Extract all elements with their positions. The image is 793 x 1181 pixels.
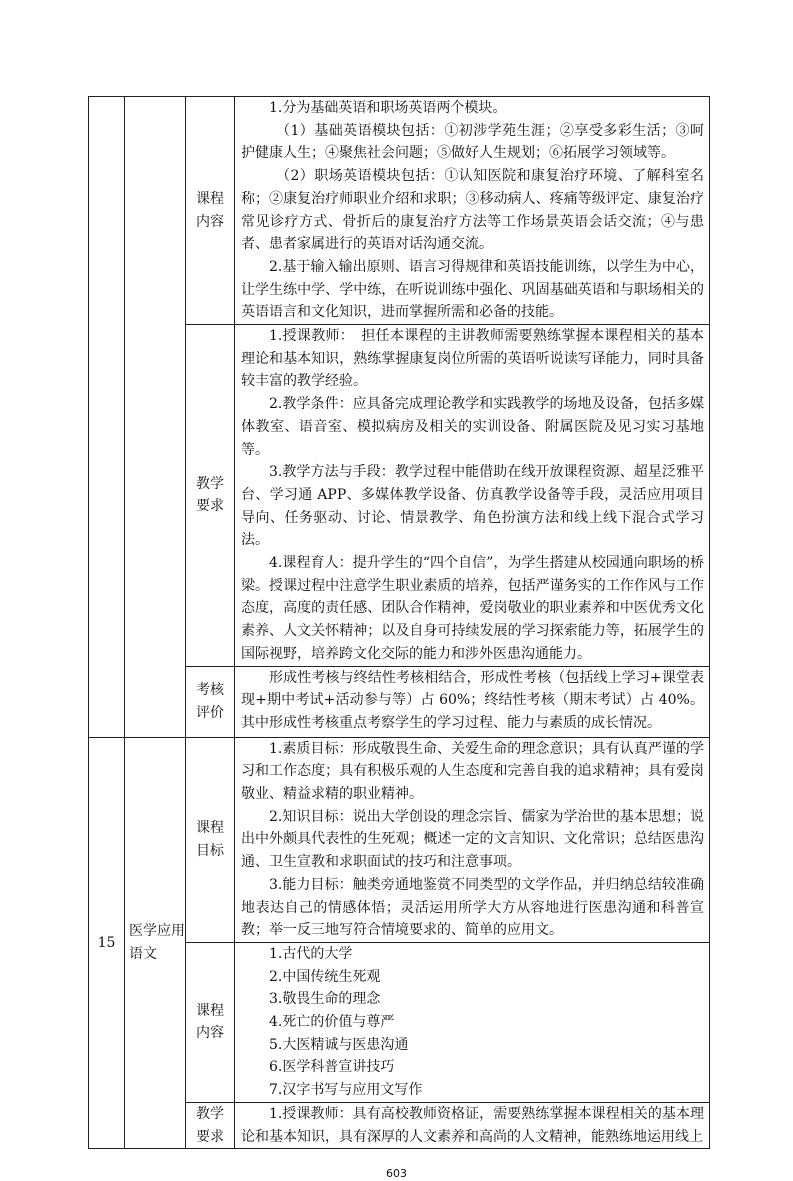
course-table	[88, 96, 710, 1149]
row-label	[186, 325, 235, 667]
content-paragraph: 2.教学条件：应具备完成理论教学和实践教学的场地及设备，包括多媒体教室、语音室、模拟病房及相关的实训设备、附属医院及见习实习基地等。	[241, 396, 704, 458]
course-name	[125, 97, 186, 738]
row-content	[235, 737, 710, 942]
content-paragraph: 3.教学方法与手段：教学过程中能借助在线开放课程资源、超星泛雅平台、学习通 APP、多媒体教学设备、仿真教学设备等手段，灵活应用项目导向、任务驱动、讨论、情景教学、角色扮演方法和线上线下混合式学习法。	[241, 464, 704, 549]
content-paragraph: 1.古代的大学	[269, 945, 353, 962]
content-paragraph: 4.死亡的价值与尊严	[269, 1014, 395, 1031]
row-label	[186, 666, 235, 737]
row-content	[235, 97, 710, 325]
table-row	[89, 737, 710, 942]
row-label	[186, 737, 235, 942]
row-label-text: 课程目标	[196, 820, 224, 859]
content-paragraph: （1）基础英语模块包括：①初涉学苑生涯；②享受多彩生活；③呵护健康人生；④聚焦社会问题；⑤做好人生规划；⑥拓展学习领域等。	[241, 122, 704, 162]
row-content	[235, 325, 710, 667]
row-label-text: 课程内容	[196, 190, 224, 230]
content-paragraph: 1.素质目标：形成敬畏生命、关爱生命的理念意识；具有认真严谨的学习和工作态度；具有积极乐观的人生态度和完善自我的追求精神；具有爱岗敬业、精益求精的职业精神。	[241, 740, 704, 802]
row-content	[235, 942, 710, 1102]
content-paragraph: 1.授课教师：具有高校教师资格证，需要熟练掌握本课程相关的基本理论和基本知识，具有深厚的人文素养和高尚的人文精神，能熟练地运用线上	[241, 1105, 704, 1145]
course-number	[89, 97, 125, 738]
content-paragraph: 形成性考核与终结性考核相结合，形成性考核（包括线上学习+课堂表现+期中考试+活动参与等）占 60%；终结性考核（期末考试）占 40%。其中形成性考核重点考察学生的学习过程、能力与素质的成长情况。	[241, 669, 704, 731]
content-paragraph: 1.分为基础英语和职场英语两个模块。	[269, 100, 507, 116]
content-paragraph: 3.敬畏生命的理念	[269, 991, 381, 1008]
content-paragraph: 4.课程育人：提升学生的“四个自信”，为学生搭建从校园通向职场的桥梁。授课过程中注意学生职业素质的培养，包括严谨务实的工作作风与工作态度，高度的责任感、团队合作精神，爱岗敬业的职业素养和中医优秀文化素养、人文关怀精神；以及自身可持续发展的学习探索能力等，拓展学生的国际视野，培养跨文化交际的能力和涉外医患沟通能力。	[241, 555, 704, 662]
row-label-text: 课程内容	[196, 1002, 224, 1042]
content-paragraph: 1.授课教师： 担任本课程的主讲教师需要熟练掌握本课程相关的基本理论和基本知识，熟练掌握康复岗位所需的英语听说读写译能力，同时具备较丰富的教学经验。	[241, 328, 704, 390]
row-label-text: 考核评价	[196, 681, 224, 721]
content-paragraph: 2.基于输入输出原则、语言习得规律和英语技能训练，以学生为中心，让学生练中学、学中练，在听说训练中强化、巩固基础英语和与职场相关的英语语言和文化知识，进而掌握所需和必备的技能。	[241, 258, 704, 321]
row-content	[235, 666, 710, 737]
content-paragraph: 5.大医精诚与医患沟通	[269, 1036, 409, 1053]
content-paragraph: （2）职场英语模块包括：①认知医院和康复治疗环境、了解科室名称；②康复治疗师职业介绍和求职；③移动病人、疼痛等级评定、康复治疗常见诊疗方式、骨折后的康复治疗方法等工作场景英语会话交流；④与患者、患者家属进行的英语对话沟通交流。	[241, 168, 704, 253]
row-label	[186, 1102, 235, 1148]
content-paragraph: 3.能力目标：触类旁通地鉴赏不同类型的文学作品，并归纳总结较准确地表达自己的情感体悟；灵活运用所学大方从容地进行医患沟通和科普宣教；举一反三地写符合情境要求的、简单的应用文。	[241, 876, 704, 939]
page-number: 603	[386, 1167, 407, 1181]
row-label-text: 教学要求	[196, 1105, 224, 1145]
row-label	[186, 942, 235, 1102]
content-paragraph: 2.知识目标：说出大学创设的理念宗旨、儒家为学治世的基本思想；说出中外颇具代表性的生死观；概述一定的文言知识、文化常识；总结医患沟通、卫生宣教和求职面试的技巧和注意事项。	[241, 808, 704, 871]
row-content	[235, 1102, 710, 1148]
content-paragraph: 7.汉字书写与应用文写作	[269, 1082, 423, 1099]
content-paragraph: 6.医学科普宣讲技巧	[269, 1059, 395, 1076]
course-name: 医学应用语文	[125, 737, 186, 1149]
row-label	[186, 97, 235, 325]
table-row	[89, 97, 710, 325]
course-number: 15	[89, 737, 125, 1149]
content-paragraph: 2.中国传统生死观	[269, 968, 381, 985]
row-label-text: 教学要求	[196, 475, 224, 515]
